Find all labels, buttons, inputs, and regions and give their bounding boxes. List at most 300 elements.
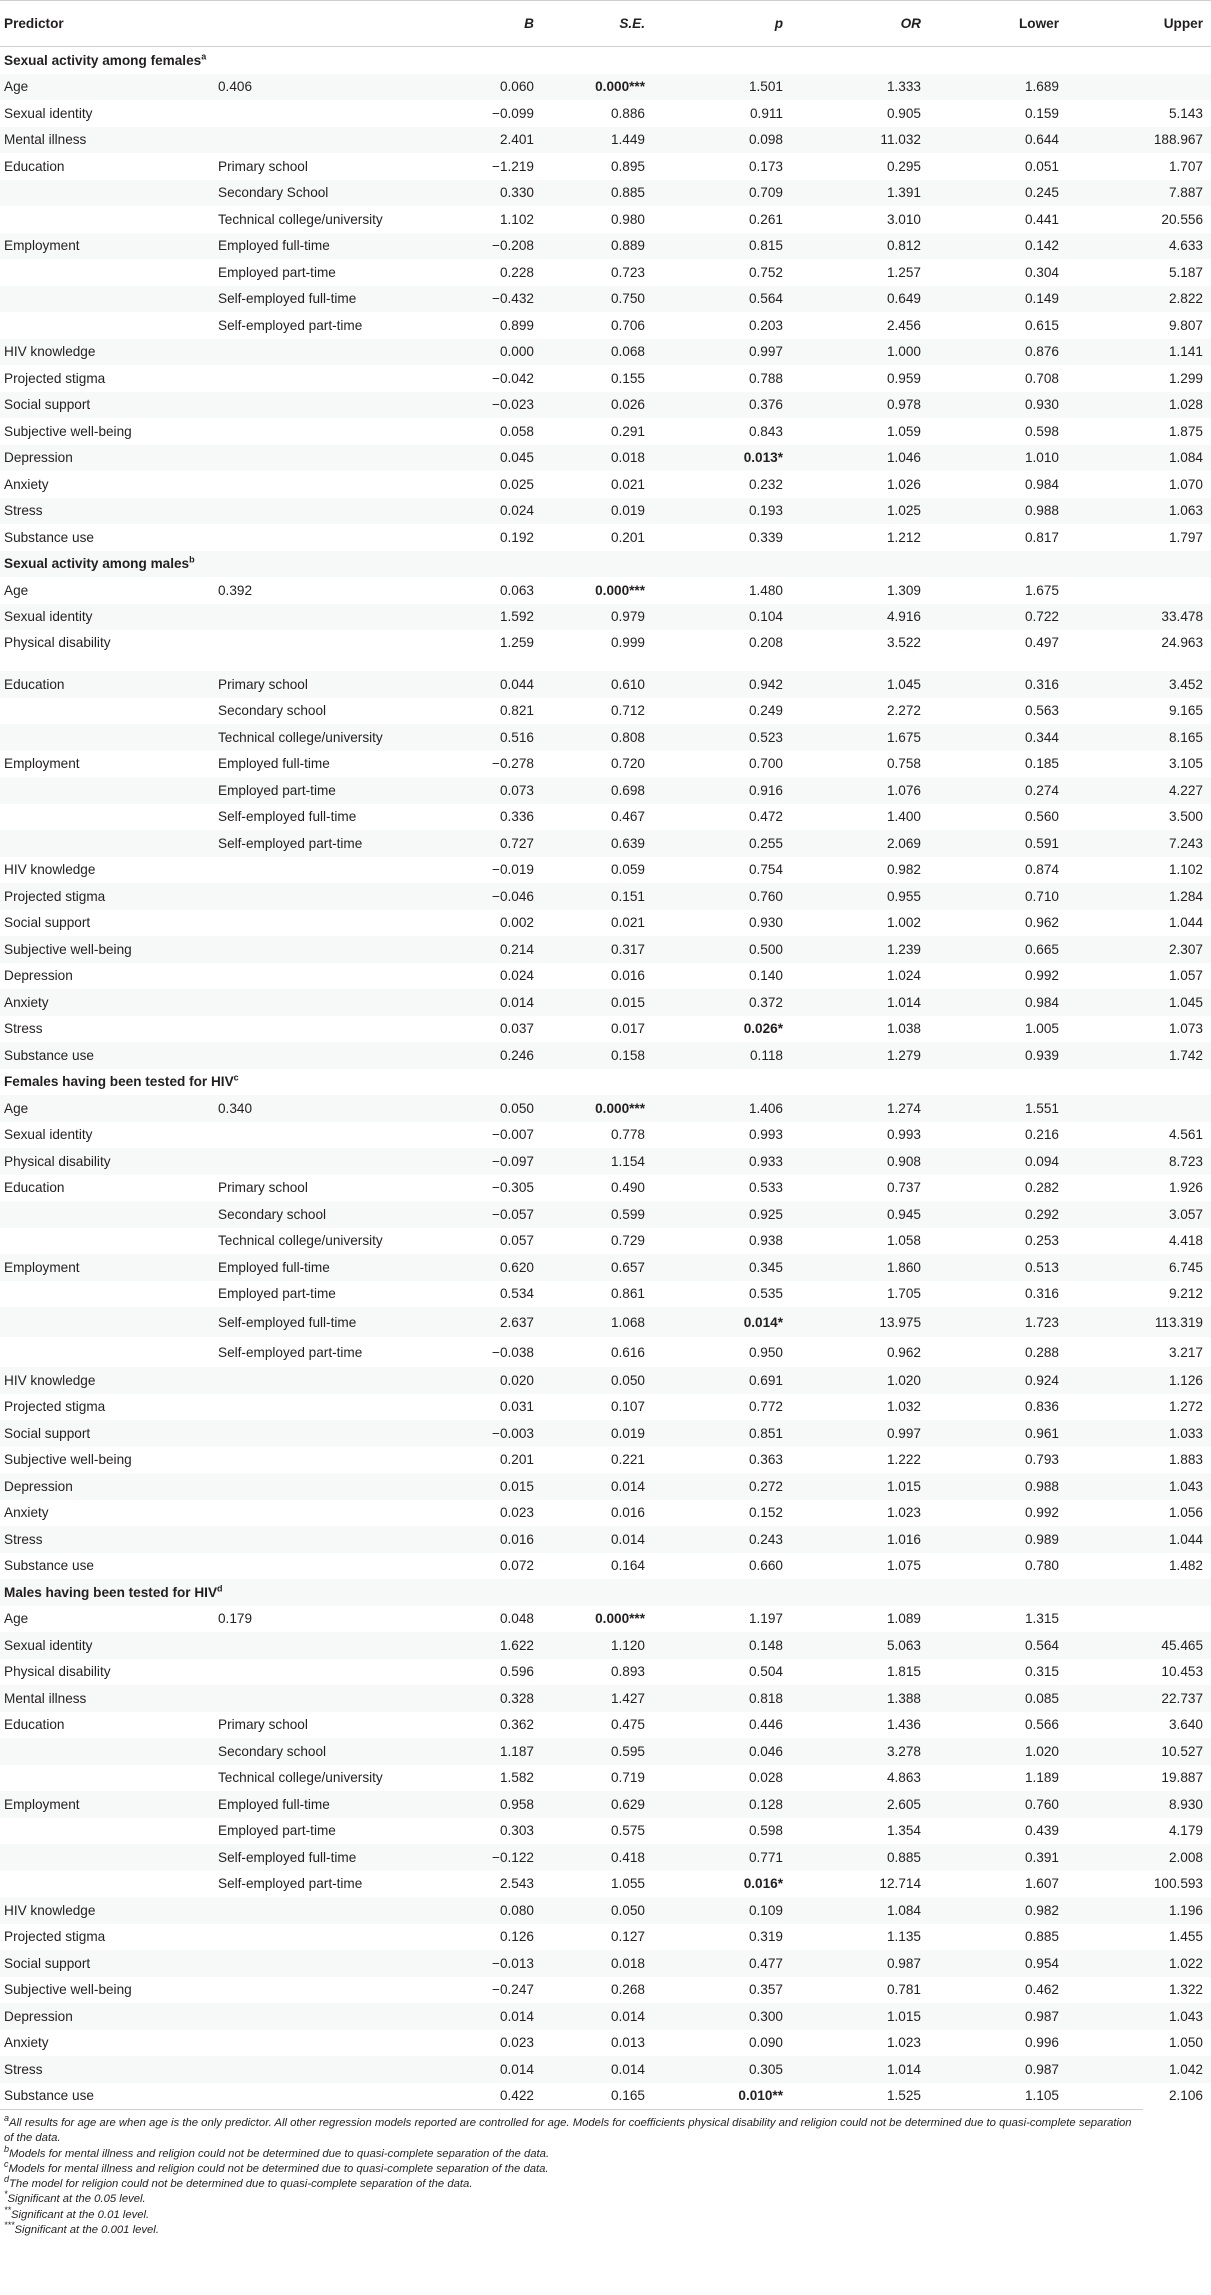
header-lower: Lower: [925, 1, 1063, 47]
lower-cell: 0.591: [1024, 835, 1059, 851]
se-cell: 0.999: [610, 635, 645, 650]
lower-cell: 0.391: [1024, 1849, 1059, 1865]
lower-cell: 0.216: [1024, 1127, 1059, 1143]
subcategory-cell: [214, 498, 427, 525]
upper-cell: 1.022: [1168, 1955, 1203, 1971]
subcategory-cell: Employed full-time: [218, 756, 330, 772]
section-heading-row: [0, 1069, 1211, 1096]
predictor-cell: Physical disability: [4, 635, 111, 650]
lower-cell: 0.885: [1024, 1929, 1059, 1945]
subcategory-cell: Primary school: [218, 676, 308, 692]
table-row: [0, 671, 1211, 698]
section-title-text: Sexual activity among males: [4, 556, 190, 572]
predictor-cell: Anxiety: [4, 1505, 49, 1521]
subcategory-cell: [214, 2083, 427, 2110]
se-cell: 0.164: [610, 1558, 645, 1574]
lower-cell: 0.085: [1024, 1690, 1059, 1706]
p-cell: 0.760: [748, 888, 783, 904]
table-row: [0, 1228, 1211, 1255]
predictor-cell: Education: [4, 1717, 65, 1733]
b-cell: 0.057: [499, 1233, 534, 1249]
subcategory-cell: [214, 1632, 427, 1659]
subcategory-cell: [214, 1042, 427, 1069]
b-cell: 1.592: [499, 609, 534, 625]
lower-cell: 0.304: [1024, 264, 1059, 280]
lower-cell: 0.780: [1024, 1558, 1059, 1574]
lower-cell: 0.564: [1024, 1637, 1059, 1653]
p-cell: 0.691: [748, 1372, 783, 1388]
predictor-cell: Subjective well-being: [4, 1452, 132, 1468]
upper-cell: 1.797: [1168, 529, 1203, 545]
b-cell: 0.228: [499, 264, 534, 280]
upper-cell: 2.106: [1168, 2088, 1203, 2104]
b-cell: 0.328: [499, 1690, 534, 1706]
or-cell: 0.758: [886, 756, 921, 772]
se-cell: 0.418: [610, 1849, 645, 1865]
se-cell: 0.068: [610, 344, 645, 360]
b-cell: 0.080: [499, 1902, 534, 1918]
header-b: B: [427, 1, 538, 47]
upper-cell: 1.044: [1168, 915, 1203, 931]
table-body: [0, 47, 1211, 2110]
upper-cell: 1.102: [1168, 862, 1203, 878]
table-row: [0, 1818, 1211, 1845]
se-cell: 0.018: [610, 450, 645, 466]
lower-cell: 0.992: [1024, 1505, 1059, 1521]
b-cell: −0.019: [492, 862, 534, 878]
p-cell: 0.535: [748, 1286, 783, 1302]
table-row: [0, 1307, 1211, 1337]
lower-cell: 0.644: [1024, 132, 1059, 148]
predictor-cell: Physical disability: [4, 1664, 111, 1680]
or-cell: 3.522: [886, 635, 921, 650]
or-cell: 1.279: [886, 1047, 921, 1063]
b-cell: 0.246: [499, 1047, 534, 1063]
subcategory-cell: [214, 1897, 427, 1924]
table-row: [0, 604, 1211, 631]
se-cell: 0.221: [610, 1452, 645, 1468]
upper-cell: 1.057: [1168, 968, 1203, 984]
upper-cell: 10.527: [1161, 1743, 1203, 1759]
se-cell: 0.698: [610, 782, 645, 798]
footnote-text: Significant at the 0.01 level.: [11, 2208, 150, 2221]
se-cell: 0.158: [610, 1047, 645, 1063]
upper-cell: 1.073: [1168, 1021, 1203, 1037]
section-title: [0, 47, 1211, 74]
or-cell: 2.456: [886, 317, 921, 333]
upper-cell: 5.143: [1168, 105, 1203, 121]
table-row: [0, 74, 1211, 101]
lower-cell: 0.560: [1024, 809, 1059, 825]
lower-cell: 0.292: [1024, 1206, 1059, 1222]
predictor-cell: [0, 206, 214, 233]
or-cell: 1.354: [886, 1823, 921, 1839]
upper-cell: 1.284: [1168, 888, 1203, 904]
b-cell: 0.000: [499, 344, 534, 360]
upper-cell: 1.070: [1168, 476, 1203, 492]
b-cell: −0.247: [492, 1982, 534, 1998]
upper-cell: 10.453: [1161, 1664, 1203, 1680]
p-cell: 0.754: [748, 862, 783, 878]
lower-cell: 0.924: [1024, 1372, 1059, 1388]
lower-cell: 0.315: [1024, 1664, 1059, 1680]
subcategory-cell: Self-employed part-time: [218, 835, 363, 851]
lower-cell: 1.723: [1024, 1314, 1059, 1330]
lower-cell: 0.760: [1024, 1796, 1059, 1812]
predictor-cell: Education: [4, 1180, 65, 1196]
b-cell: 0.192: [499, 529, 534, 545]
se-cell: 0.151: [610, 888, 645, 904]
se-cell: 0.895: [610, 158, 645, 174]
se-cell: 0.014: [610, 2008, 645, 2024]
or-cell: 0.737: [886, 1180, 921, 1196]
subcategory-cell: [214, 1553, 427, 1580]
p-cell: 0.700: [748, 756, 783, 772]
se-cell: 0.107: [610, 1399, 645, 1415]
se-cell: 0.467: [610, 809, 645, 825]
header-upper: Upper: [1063, 1, 1211, 47]
lower-cell: 0.708: [1024, 370, 1059, 386]
table-row: [0, 857, 1211, 884]
table-row: [0, 1606, 1211, 1633]
p-cell: 0.363: [748, 1452, 783, 1468]
se-cell: 0.059: [610, 862, 645, 878]
se-cell: 1.055: [610, 1876, 645, 1892]
p-cell: 0.319: [748, 1929, 783, 1945]
se-cell: 0.719: [610, 1770, 645, 1786]
p-cell: 0.993: [748, 1127, 783, 1143]
p-cell: 0.010**: [738, 2088, 783, 2104]
predictor-cell: Stress: [4, 1531, 43, 1547]
subcategory-cell: [214, 936, 427, 963]
b-cell: 0.126: [499, 1929, 534, 1945]
table-row: [0, 1148, 1211, 1175]
or-cell: 3.278: [886, 1743, 921, 1759]
subcategory-cell: [214, 127, 427, 154]
or-cell: 0.945: [886, 1206, 921, 1222]
table-header: [0, 1, 1211, 47]
subcategory-cell: Self-employed part-time: [218, 1344, 363, 1360]
se-cell: 1.068: [610, 1314, 645, 1330]
se-cell: 0.885: [610, 185, 645, 201]
table-row: [0, 936, 1211, 963]
upper-cell: 22.737: [1161, 1690, 1203, 1706]
p-cell: 0.446: [748, 1717, 783, 1733]
subcategory-cell: Technical college/university: [218, 211, 383, 227]
upper-cell: 8.723: [1168, 1153, 1203, 1169]
se-cell: 0.712: [610, 703, 645, 719]
subcategory-cell: [214, 857, 427, 884]
upper-cell: 1.883: [1168, 1452, 1203, 1468]
lower-cell: 0.987: [1024, 2008, 1059, 2024]
predictor-cell: Projected stigma: [4, 888, 106, 904]
header-row: [0, 1, 1211, 47]
se-cell: 0.165: [610, 2088, 645, 2104]
upper-cell: 6.745: [1168, 1259, 1203, 1275]
se-cell: 0.127: [610, 1929, 645, 1945]
se-cell: 0.886: [610, 105, 645, 121]
section-title: [0, 551, 1211, 578]
subcategory-cell: [214, 418, 427, 445]
or-cell: 1.026: [886, 476, 921, 492]
subcategory-cell: [214, 910, 427, 937]
subcategory-cell: 0.406: [218, 79, 253, 95]
predictor-cell: Sexual identity: [4, 609, 93, 625]
se-cell: 1.449: [610, 132, 645, 148]
table-row: [0, 1950, 1211, 1977]
lower-cell: 1.675: [1024, 582, 1059, 598]
b-cell: 0.020: [499, 1372, 534, 1388]
table-row: [0, 339, 1211, 366]
or-cell: 0.812: [886, 238, 921, 254]
predictor-cell: [0, 180, 214, 207]
se-cell: 0.706: [610, 317, 645, 333]
p-cell: 0.026*: [743, 1021, 783, 1037]
table-row: [0, 471, 1211, 498]
p-cell: 0.243: [748, 1531, 783, 1547]
b-cell: 0.058: [499, 423, 534, 439]
predictor-cell: Depression: [4, 1478, 73, 1494]
lower-cell: 0.497: [1024, 635, 1059, 650]
upper-cell: 1.043: [1168, 2008, 1203, 2024]
subcategory-cell: 0.392: [218, 582, 253, 598]
or-cell: 0.982: [886, 862, 921, 878]
subcategory-cell: [214, 1977, 427, 2004]
se-cell: 0.893: [610, 1664, 645, 1680]
subcategory-cell: Self-employed full-time: [218, 291, 357, 307]
or-cell: 1.058: [886, 1233, 921, 1249]
b-cell: 0.362: [499, 1717, 534, 1733]
table-row: [0, 1632, 1211, 1659]
or-cell: 1.239: [886, 941, 921, 957]
se-cell: 0.490: [610, 1180, 645, 1196]
or-cell: 1.015: [886, 1478, 921, 1494]
predictor-cell: Substance use: [4, 1558, 94, 1574]
b-cell: 0.050: [499, 1100, 534, 1116]
predictor-cell: Depression: [4, 2008, 73, 2024]
footnote-marker: a: [201, 51, 207, 62]
footnote-marker: c: [233, 1072, 239, 1083]
upper-cell: 19.887: [1161, 1770, 1203, 1786]
table-row: [0, 524, 1211, 551]
upper-cell: 4.561: [1168, 1127, 1203, 1143]
upper-cell: 1.084: [1168, 450, 1203, 466]
se-cell: 0.575: [610, 1823, 645, 1839]
b-cell: 0.899: [499, 317, 534, 333]
subcategory-cell: [214, 1473, 427, 1500]
section-title: [0, 1579, 1211, 1606]
table-row: [0, 1500, 1211, 1527]
footnote: [4, 2189, 1139, 2207]
lower-cell: 0.185: [1024, 756, 1059, 772]
table-row: [0, 100, 1211, 127]
section-title-text: Males having been tested for HIV: [4, 1584, 218, 1600]
upper-cell: 7.243: [1168, 835, 1203, 851]
or-cell: 1.014: [886, 2061, 921, 2077]
se-cell: 0.000***: [595, 1611, 645, 1627]
subcategory-cell: [214, 524, 427, 551]
upper-cell: 33.478: [1161, 609, 1203, 625]
se-cell: 0.000***: [595, 1100, 645, 1116]
p-cell: 0.815: [748, 238, 783, 254]
or-cell: 0.649: [886, 291, 921, 307]
or-cell: 1.274: [886, 1100, 921, 1116]
subcategory-cell: Employed full-time: [218, 1259, 330, 1275]
subcategory-cell: [214, 1526, 427, 1553]
subcategory-cell: Secondary school: [218, 703, 327, 719]
subcategory-cell: [214, 1924, 427, 1951]
b-cell: 0.330: [499, 185, 534, 201]
table-row: [0, 1924, 1211, 1951]
se-cell: 0.750: [610, 291, 645, 307]
upper-cell: 1.875: [1168, 423, 1203, 439]
se-cell: 0.639: [610, 835, 645, 851]
lower-cell: 0.615: [1024, 317, 1059, 333]
p-cell: 0.104: [748, 609, 783, 625]
or-cell: 1.023: [886, 1505, 921, 1521]
table-row: [0, 286, 1211, 313]
b-cell: −1.219: [492, 158, 534, 174]
lower-cell: 0.817: [1024, 529, 1059, 545]
predictor-cell: Age: [4, 582, 29, 598]
upper-cell: 4.179: [1168, 1823, 1203, 1839]
upper-cell: 20.556: [1161, 211, 1203, 227]
table-row: [0, 724, 1211, 751]
b-cell: 0.201: [499, 1452, 534, 1468]
subcategory-cell: Self-employed part-time: [218, 1876, 363, 1892]
header-p: p: [649, 1, 787, 47]
b-cell: 0.016: [499, 1531, 534, 1547]
predictor-cell: Sexual identity: [4, 1127, 93, 1143]
or-cell: 1.333: [886, 79, 921, 95]
subcategory-cell: Technical college/university: [218, 729, 383, 745]
se-cell: 0.019: [610, 1425, 645, 1441]
lower-cell: 0.988: [1024, 1478, 1059, 1494]
subcategory-cell: [214, 2056, 427, 2083]
predictor-cell: Age: [4, 79, 29, 95]
lower-cell: 0.439: [1024, 1823, 1059, 1839]
se-cell: 0.599: [610, 1206, 645, 1222]
table-row: [0, 180, 1211, 207]
b-cell: 0.063: [499, 582, 534, 598]
or-cell: 0.962: [886, 1344, 921, 1360]
subcategory-cell: [214, 445, 427, 472]
upper-cell: 1.322: [1168, 1982, 1203, 1998]
se-cell: 0.317: [610, 941, 645, 957]
predictor-cell: Social support: [4, 397, 91, 413]
b-cell: −0.305: [492, 1180, 534, 1196]
upper-cell: 1.482: [1168, 1558, 1203, 1574]
predictor-cell: Substance use: [4, 2088, 94, 2104]
or-cell: 1.222: [886, 1452, 921, 1468]
header-predictor: Predictor: [0, 1, 214, 47]
b-cell: 0.727: [499, 835, 534, 851]
table-row: [0, 2030, 1211, 2057]
or-cell: 3.010: [886, 211, 921, 227]
p-cell: 0.660: [748, 1558, 783, 1574]
p-cell: 0.372: [748, 994, 783, 1010]
b-cell: 0.073: [499, 782, 534, 798]
lower-cell: 0.992: [1024, 968, 1059, 984]
upper-cell: 4.633: [1168, 238, 1203, 254]
p-cell: 0.598: [748, 1823, 783, 1839]
or-cell: 1.014: [886, 994, 921, 1010]
table-row: [0, 2056, 1211, 2083]
subcategory-cell: [214, 1148, 427, 1175]
se-cell: 0.979: [610, 609, 645, 625]
p-cell: 0.345: [748, 1259, 783, 1275]
p-cell: 0.208: [748, 635, 783, 650]
table-row: [0, 1420, 1211, 1447]
table-row: [0, 1473, 1211, 1500]
or-cell: 1.024: [886, 968, 921, 984]
table-row: [0, 989, 1211, 1016]
predictor-cell: Depression: [4, 968, 73, 984]
se-cell: 0.014: [610, 1531, 645, 1547]
upper-cell: 9.807: [1168, 317, 1203, 333]
or-cell: 0.955: [886, 888, 921, 904]
upper-cell: 1.033: [1168, 1425, 1203, 1441]
predictor-cell: [0, 1844, 214, 1871]
or-cell: 0.781: [886, 1982, 921, 1998]
predictor-cell: Mental illness: [4, 132, 87, 148]
footnote-marker: d: [4, 2174, 10, 2185]
subcategory-cell: Self-employed full-time: [218, 809, 357, 825]
lower-cell: 0.462: [1024, 1982, 1059, 1998]
subcategory-cell: Self-employed full-time: [218, 1314, 357, 1330]
lower-cell: 0.876: [1024, 344, 1059, 360]
b-cell: −0.057: [492, 1206, 534, 1222]
p-cell: 0.564: [748, 291, 783, 307]
se-cell: 0.021: [610, 476, 645, 492]
or-cell: 1.025: [886, 503, 921, 519]
subcategory-cell: [214, 604, 427, 631]
or-cell: 1.705: [886, 1286, 921, 1302]
lower-cell: 1.315: [1024, 1611, 1059, 1627]
footnote-marker: c: [4, 2159, 9, 2170]
p-cell: 0.098: [748, 132, 783, 148]
upper-cell: 3.452: [1168, 676, 1203, 692]
table-row: [0, 392, 1211, 419]
p-cell: 0.477: [748, 1955, 783, 1971]
subcategory-cell: [214, 471, 427, 498]
table-footnotes: [0, 2109, 1143, 2238]
upper-cell: 7.887: [1168, 185, 1203, 201]
b-cell: 0.002: [499, 915, 534, 931]
se-cell: 0.026: [610, 397, 645, 413]
upper-cell: 1.045: [1168, 994, 1203, 1010]
or-cell: 1.020: [886, 1372, 921, 1388]
p-cell: 0.942: [748, 676, 783, 692]
upper-cell: 1.126: [1168, 1372, 1203, 1388]
lower-cell: 0.961: [1024, 1425, 1059, 1441]
or-cell: 2.272: [886, 703, 921, 719]
upper-cell: 3.217: [1168, 1344, 1203, 1360]
p-cell: 0.028: [748, 1770, 783, 1786]
p-cell: 0.128: [748, 1796, 783, 1812]
upper-cell: 113.319: [1154, 1314, 1203, 1330]
footnote: [4, 2220, 1139, 2238]
table-row: [0, 233, 1211, 260]
table-row: [0, 418, 1211, 445]
table-row: [0, 1765, 1211, 1792]
footnote-text: Significant at the 0.001 level.: [14, 2224, 159, 2237]
p-cell: 0.997: [748, 344, 783, 360]
b-cell: 0.023: [499, 1505, 534, 1521]
predictor-cell: Subjective well-being: [4, 941, 132, 957]
se-cell: 0.808: [610, 729, 645, 745]
subcategory-cell: [214, 1950, 427, 1977]
